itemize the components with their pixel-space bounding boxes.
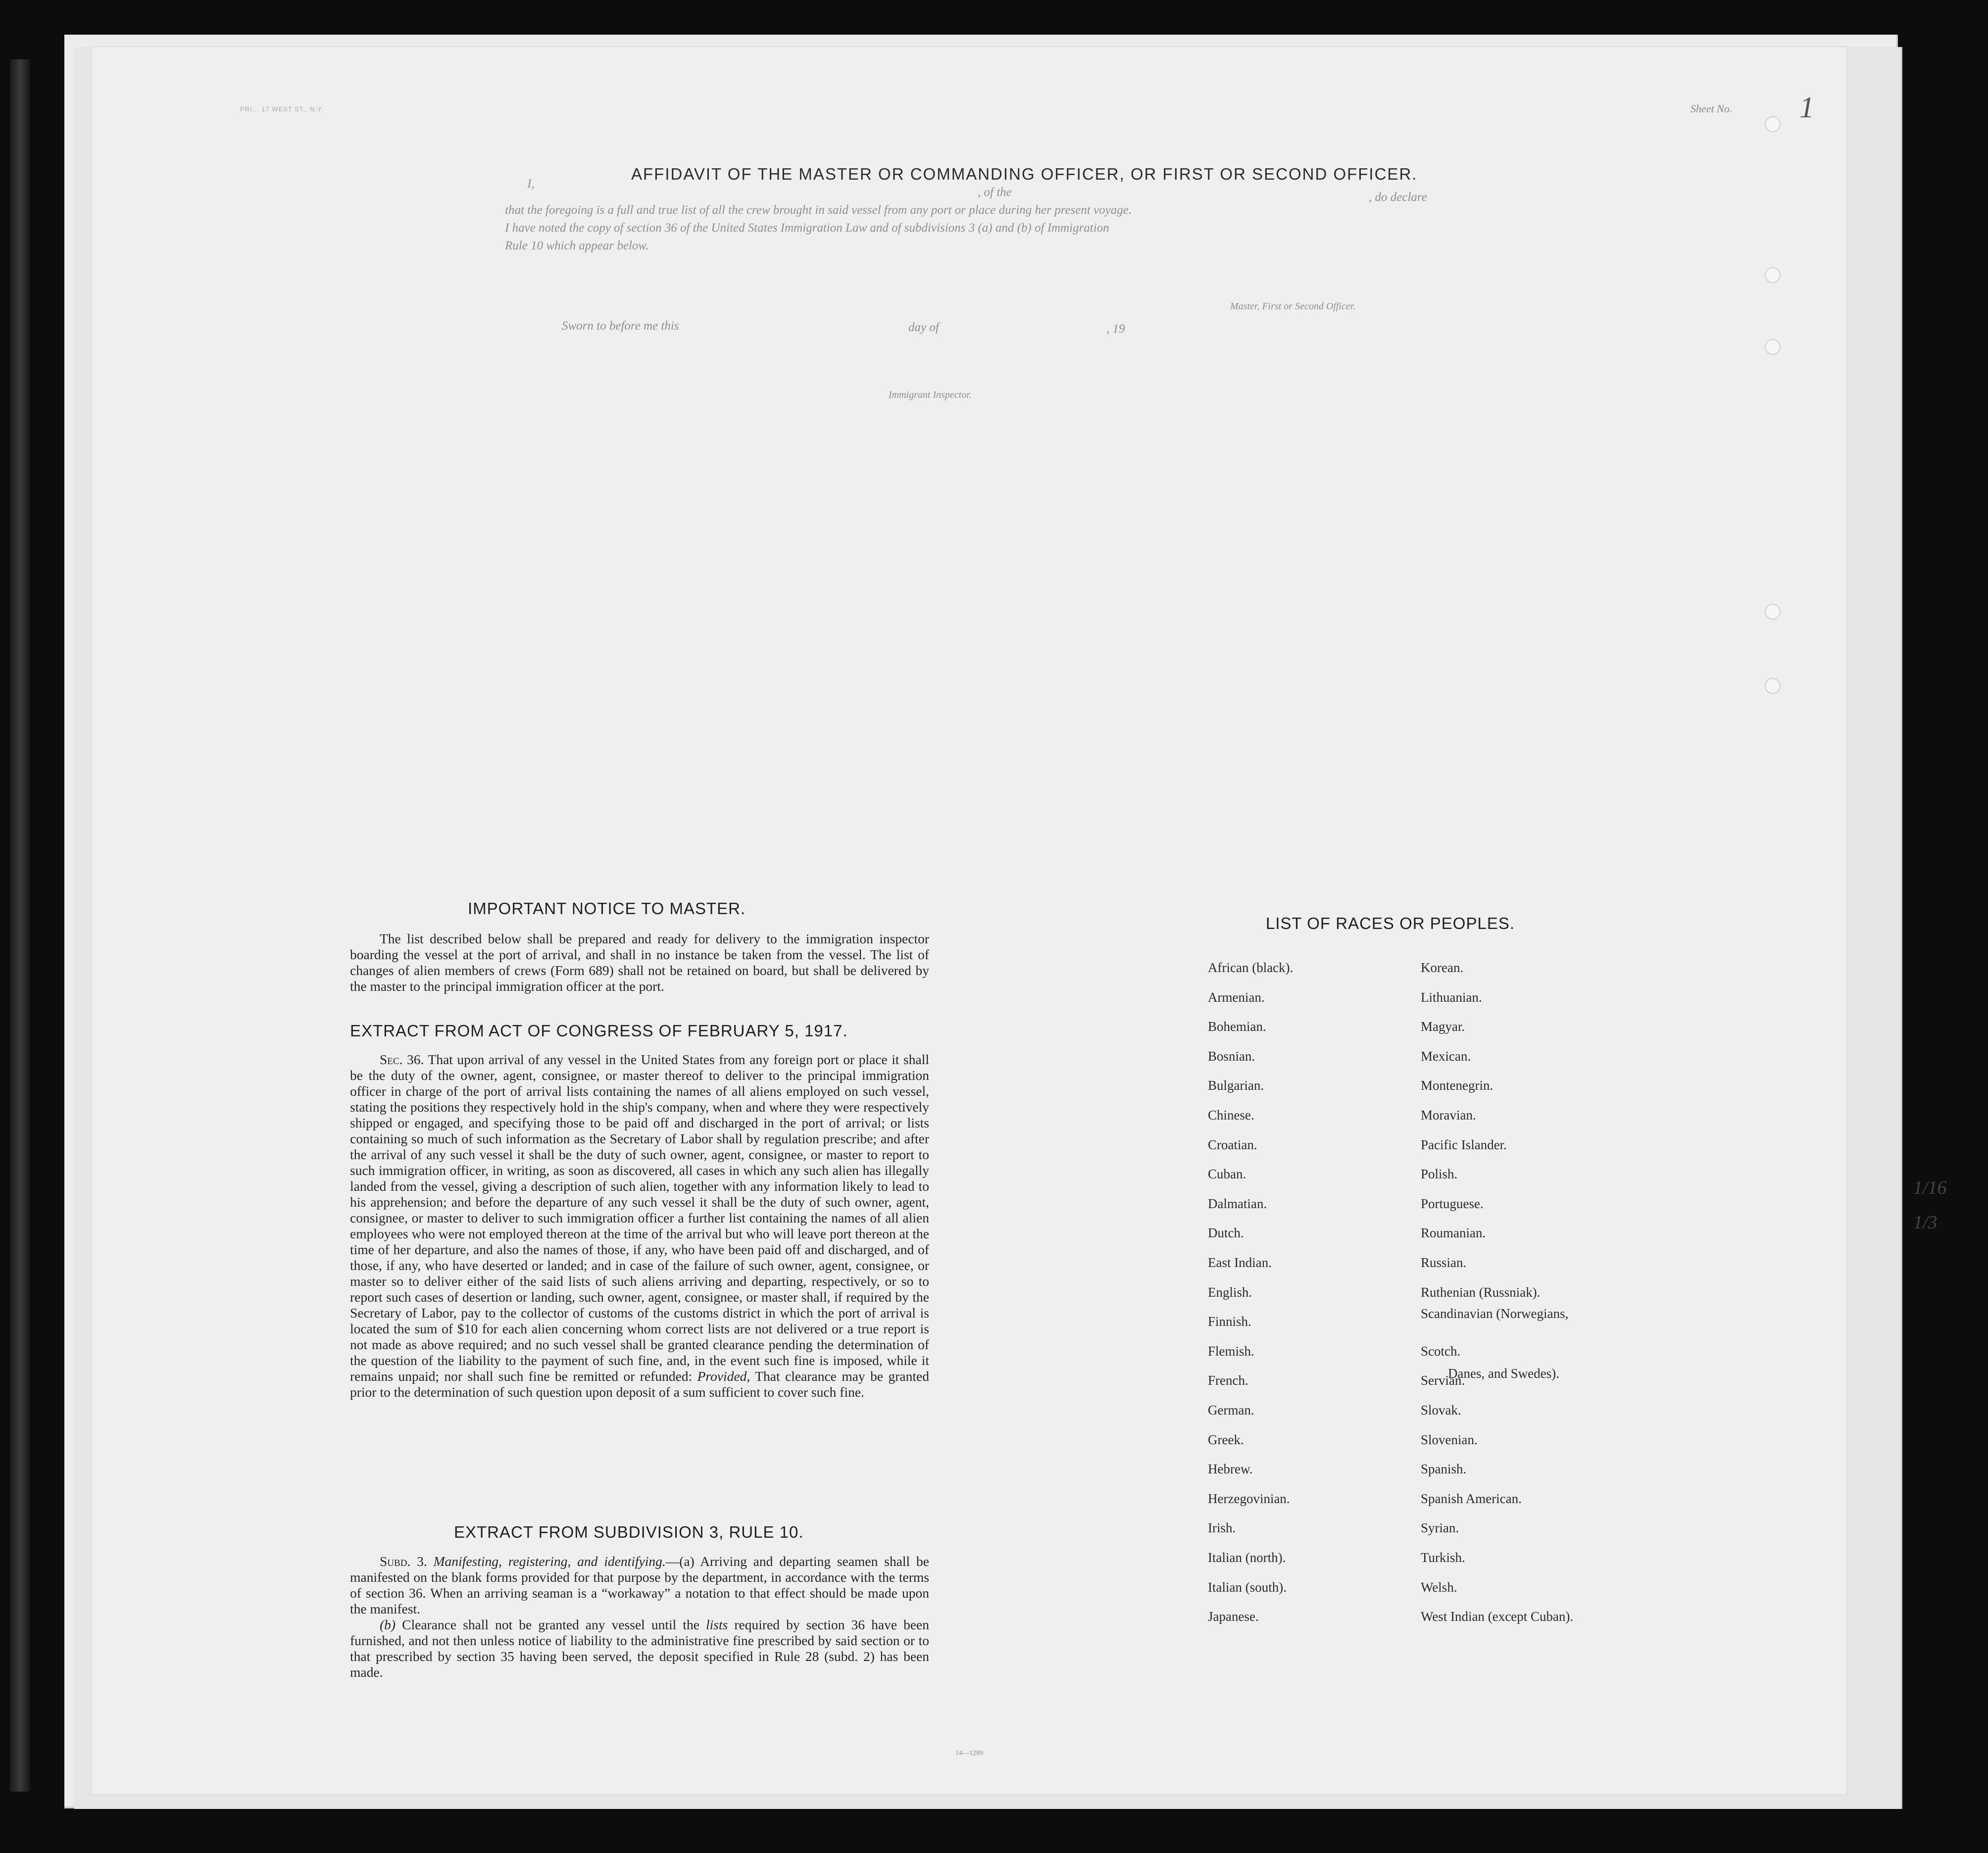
affidavit-line-4: Rule 10 which appear below. [505, 239, 649, 252]
affidavit-line-3: I have noted the copy of section 36 of the United States Immigration Law and of subdivisions 3 (a) and (b) of Immigration [505, 221, 1109, 235]
race-item: Russian. [1421, 1255, 1467, 1270]
punch-hole [1765, 604, 1781, 620]
race-item: Chinese. [1208, 1108, 1254, 1122]
rule-body [350, 1554, 929, 1680]
rule-b-body-1: Clearance shall not be granted any vessel until the [402, 1617, 699, 1632]
rule-a-body: Arriving and departing seamen shall be manifested on the blank forms provided for that purpose by the department, in accordance with the terms of section 36. When an arriving seaman is a “workaway” a notation to that effect should be made upon the manifest. [350, 1554, 929, 1616]
race-item: Polish. [1421, 1167, 1458, 1182]
rule-b-label: (b) [380, 1617, 396, 1632]
race-item: Herzegovinian. [1208, 1491, 1290, 1506]
race-item: Portuguese. [1421, 1196, 1484, 1211]
rule-paragraph-b [350, 1617, 929, 1680]
race-item: Turkish. [1421, 1550, 1465, 1565]
race-item: Italian (south). [1208, 1579, 1287, 1595]
act-section-label: Sec. 36. [380, 1052, 424, 1067]
race-item: Pacific Islander. [1421, 1137, 1507, 1152]
race-item: Cuban. [1208, 1167, 1246, 1182]
race-item: Croatian. [1208, 1137, 1257, 1152]
race-item: Bosnian. [1208, 1048, 1255, 1064]
races-list [1208, 960, 1752, 1673]
act-body [350, 1052, 929, 1400]
scanner-edge [10, 59, 30, 1792]
act-section-text: That upon arrival of any vessel in the United States from any foreign port or place it shall be the duty of the owner, agent, consignee, or master thereof to deliver to the principal immigration officer in charge of the port of arrival lists containing the names of all aliens employed on such vessel, stating the positions they respectively hold in the ship's company, when and where they were respectively shipped or engaged, and specifying those to be paid off and discharged in the port of arrival; or lists containing so much of such information as the Secretary of Labor shall by regulation prescribe; and after the arrival of any such vessel it shall be the duty of such owner, agent, consignee, or master to report to such immigration officer, in writing, as soon as discovered, all cases in which any such alien has illegally landed from the vessel, giving a description of such alien, together with any information likely to lead to his apprehension; and before the departure of any such vessel it shall be the duty of such owner, agent, consignee, or master to deliver to such immigration officer a further list containing the names of all alien employees who were not employed thereon at the time of the arrival but who will leave port thereon at the time of her departure, and also the names of those, if any, who have been paid off and discharged, and of those, if any, who have deserted or landed; and in case of the failure of such owner, agent, consignee, or master so to deliver either of the said lists of such aliens arriving and departing, respectively, or so to report such cases of desertion or landing, such owner, agent, consignee, or master shall, if required by the Secretary of Labor, pay to the collector of customs of the customs district in which the port of arrival is located the sum of $10 for each alien concerning whom correct lists are not delivered or a true report is not made as above required; and no such vessel shall be granted clearance pending the determination of the question of the liability to the payment of such fine, and, in the event such fine is imposed, while it remains unpaid; nor shall such fine be remitted or refunded: [350, 1052, 929, 1384]
race-item: Bulgarian. [1208, 1078, 1264, 1093]
race-item: Japanese. [1208, 1609, 1259, 1624]
rule-paragraph-a [350, 1554, 929, 1617]
races-title: LIST OF RACES OR PEOPLES. [1266, 914, 1515, 932]
race-item: Flemish. [1208, 1343, 1254, 1359]
inspector-label: Immigrant Inspector. [889, 390, 972, 400]
signature-label: Master, First or Second Officer. [1230, 301, 1356, 312]
rule-b-lists: lists [706, 1617, 728, 1632]
act-section-end: That clearance may be granted prior to the determination of such question upon deposit of a sum sufficient to cover such fine. [350, 1368, 929, 1400]
race-item: Irish. [1208, 1520, 1236, 1536]
race-item: Spanish American. [1421, 1491, 1522, 1506]
affidavit-i: I, [527, 177, 535, 191]
notice-paragraph: The list described below shall be prepared and ready for delivery to the immigration inspector boarding the vessel at the port of arrival, and shall in no instance be taken from the vessel. The list of changes of alien members of crews (Form 689) shall not be retained on board, but shall be delivered by the master to the principal immigration officer at the port. [350, 931, 929, 994]
affidavit-line-2: that the foregoing is a full and true list of all the crew brought in said vessel from any port or place during her present voyage. [505, 203, 1132, 217]
sheet-number-label: Sheet No. [1690, 102, 1733, 115]
punch-hole [1765, 267, 1781, 283]
race-item: Slovak. [1421, 1403, 1461, 1417]
punch-hole [1765, 678, 1781, 694]
act-paragraph [350, 1052, 929, 1400]
race-item: Italian (north). [1208, 1550, 1286, 1565]
race-item: Spanish. [1421, 1462, 1467, 1477]
race-item: French. [1208, 1373, 1248, 1388]
race-item: Montenegrin. [1421, 1078, 1493, 1093]
rule-subd-heading: Manifesting, registering, and identifying. [433, 1554, 666, 1569]
rule-a-label: —(a) [665, 1554, 695, 1569]
race-item: Scandinavian (Norwegians, [1421, 1306, 1569, 1321]
race-item: Slovenian. [1421, 1432, 1478, 1447]
race-item: German. [1208, 1403, 1254, 1417]
race-item: Mexican. [1421, 1048, 1471, 1064]
race-item: East Indian. [1208, 1255, 1272, 1270]
race-item: African (black). [1208, 960, 1293, 975]
sworn-before: Sworn to before me this [562, 319, 679, 333]
margin-note: 1/16 [1913, 1177, 1947, 1198]
race-item: Syrian. [1421, 1520, 1459, 1536]
race-item: Lithuanian. [1421, 989, 1482, 1005]
sworn-year: , 19 [1106, 322, 1125, 336]
race-item: Servian. [1421, 1373, 1465, 1388]
race-item: Ruthenian (Russniak). [1421, 1284, 1541, 1300]
race-item: Danes, and Swedes). [1448, 1366, 1559, 1381]
race-item: Dalmatian. [1208, 1196, 1267, 1211]
sheet-number-value: 1 [1799, 91, 1814, 124]
race-item: Greek. [1208, 1432, 1244, 1447]
margin-notes [1913, 1170, 1947, 1240]
punch-hole [1765, 116, 1781, 132]
race-item: Scotch. [1421, 1343, 1461, 1359]
margin-note: 1/3 [1913, 1212, 1938, 1233]
race-item: Armenian. [1208, 989, 1265, 1005]
printer-line: PRI... 17 WEST ST., N.Y. [240, 105, 324, 113]
affidavit-do-declare: , do declare [1369, 191, 1427, 204]
race-item: English. [1208, 1284, 1252, 1300]
act-provided: Provided, [697, 1368, 750, 1384]
rule-title: EXTRACT FROM SUBDIVISION 3, RULE 10. [454, 1523, 804, 1541]
sworn-day-of: day of [908, 321, 939, 334]
race-item: Hebrew. [1208, 1462, 1253, 1477]
rule-subd-label: Subd. 3. [380, 1554, 427, 1569]
race-item: Roumanian. [1421, 1225, 1486, 1241]
race-item: Bohemian. [1208, 1019, 1266, 1034]
race-item: Finnish. [1208, 1314, 1251, 1329]
form-number: 14—1289 [955, 1750, 983, 1757]
race-item: Dutch. [1208, 1225, 1244, 1241]
notice-title: IMPORTANT NOTICE TO MASTER. [468, 899, 746, 918]
document-page [92, 47, 1947, 1794]
notice-body [350, 931, 929, 994]
race-item: Welsh. [1421, 1579, 1457, 1595]
act-title: EXTRACT FROM ACT OF CONGRESS OF FEBRUARY 5, 1917. [350, 1022, 848, 1040]
affidavit-of-the: , of the [978, 186, 1012, 199]
race-item: Moravian. [1421, 1108, 1476, 1122]
rule-b-body-2: required by section 36 have been furnished, and not then unless notice of liability to the administrative fine prescribed by said section or to that prescribed by section 35 having been served, the deposit specified in Rule 28 (subd. 2) has been made. [350, 1617, 930, 1680]
race-item: West Indian (except Cuban). [1421, 1609, 1574, 1624]
race-item: Magyar. [1421, 1019, 1465, 1034]
affidavit-title: AFFIDAVIT OF THE MASTER OR COMMANDING OFFICER, OR FIRST OR SECOND OFFICER. [631, 165, 1418, 183]
punch-hole [1765, 339, 1781, 355]
race-item: Korean. [1421, 960, 1464, 975]
